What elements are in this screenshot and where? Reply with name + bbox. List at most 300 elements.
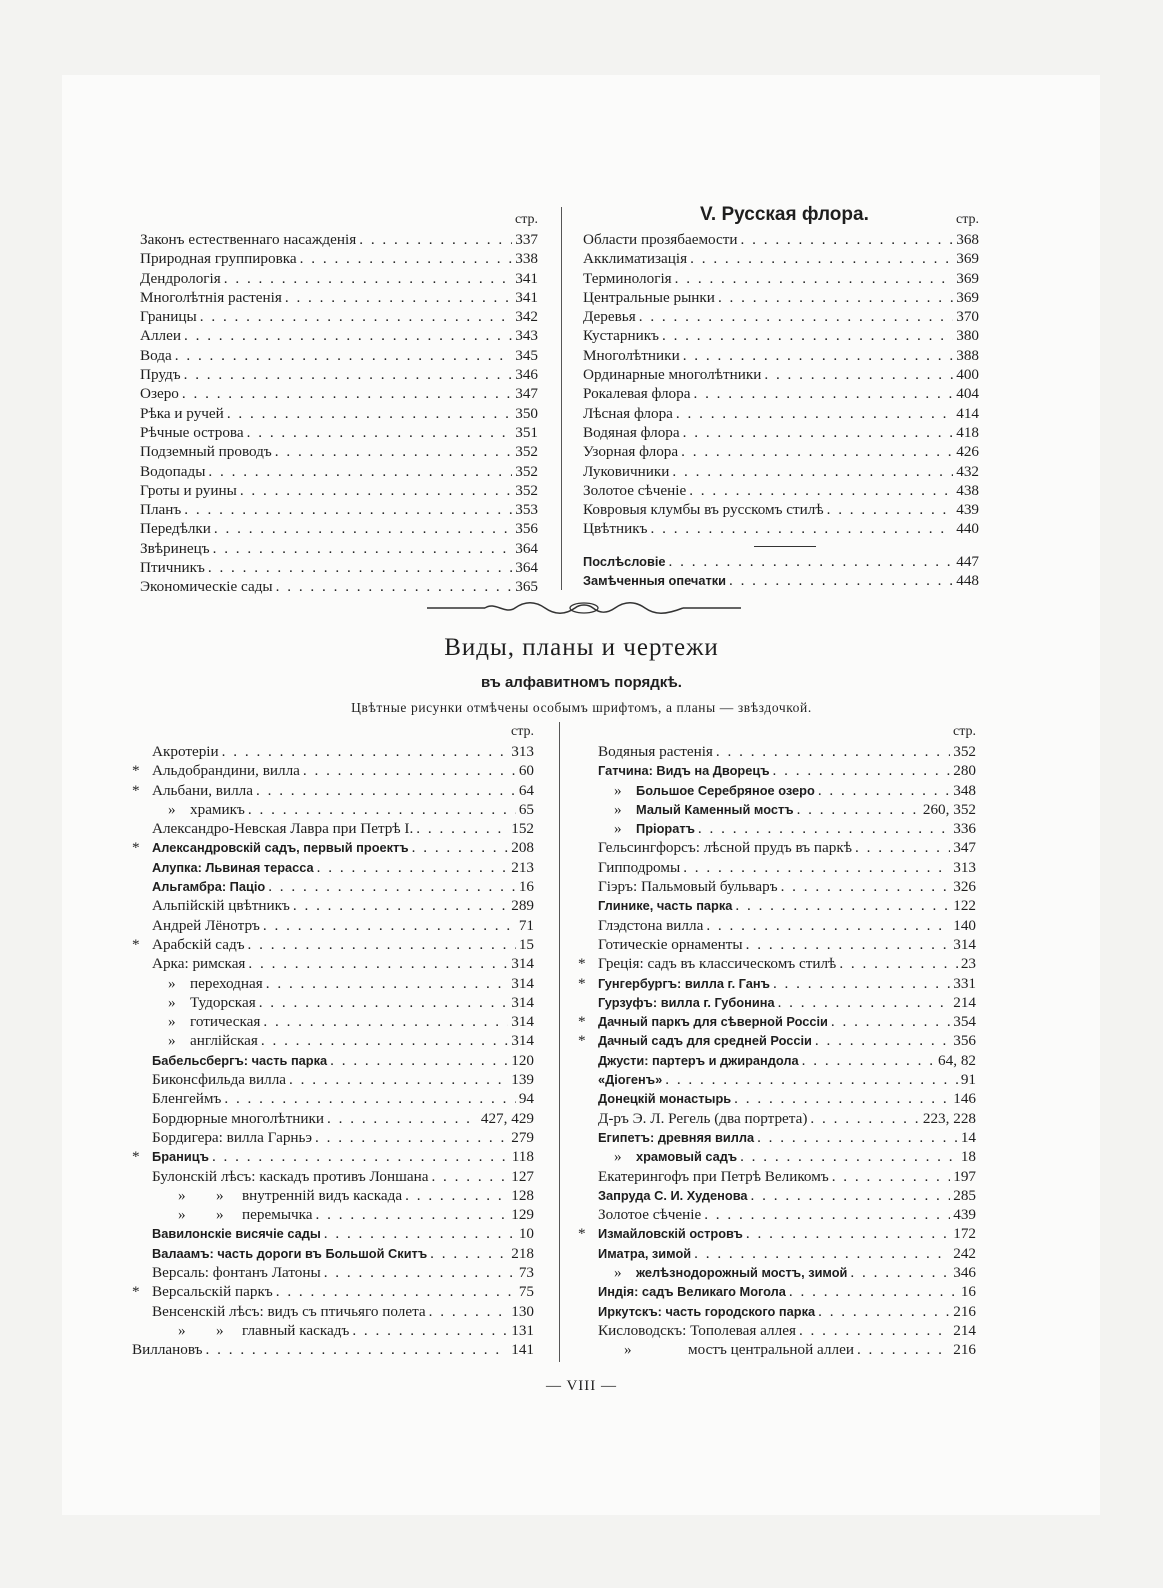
entry-title: Золотое сѣченіе	[583, 481, 687, 499]
toc-entry	[140, 500, 538, 519]
toc-entry	[583, 462, 979, 481]
toc-entry	[578, 819, 976, 838]
dot-leader	[778, 993, 951, 1012]
section-end-rule	[754, 546, 816, 547]
str-header: стр.	[510, 724, 534, 739]
entry-page: 314	[953, 935, 976, 953]
entry-title: Дендрологія	[140, 269, 221, 287]
toc-entry	[132, 1147, 534, 1166]
toc-entry	[140, 481, 538, 500]
toc-entry	[132, 1128, 534, 1147]
entry-title: Браницъ	[152, 1149, 209, 1165]
ditto-mark: »	[168, 800, 176, 818]
entry-title: Многолѣтнія растенія	[140, 288, 282, 306]
entry-title: Биконсфильда вилла	[152, 1071, 287, 1089]
dot-leader	[693, 384, 953, 403]
entry-title: Гунгербургъ: вилла г. Ганъ	[598, 975, 770, 991]
entry-page: 208	[511, 839, 534, 857]
entry-page: 314	[511, 993, 534, 1011]
dot-leader	[227, 404, 512, 423]
dot-leader	[324, 1224, 516, 1243]
entry-title: Булонскій лѣсъ: каскадъ противъ Лоншана	[152, 1167, 429, 1185]
entry-title: Кисловодскъ: Тополевая аллея	[598, 1321, 796, 1339]
entry-page: 71	[518, 916, 534, 934]
toc-entry	[140, 442, 538, 461]
entry-title: Египетъ: древняя вилла	[598, 1129, 755, 1145]
dot-leader	[224, 269, 512, 288]
toc-entry	[140, 288, 538, 307]
entry-page: 364	[515, 539, 538, 557]
toc-entry	[132, 954, 534, 973]
entry-title: Замѣченныя опечатки	[583, 573, 726, 589]
dot-leader	[352, 1321, 508, 1340]
entry-title: Рѣка и ручей	[140, 404, 224, 422]
dot-leader	[698, 819, 950, 838]
entry-title: Подземный проводъ	[140, 443, 272, 461]
entry-page: 338	[515, 250, 538, 268]
dot-leader	[746, 935, 951, 954]
toc-entry	[583, 288, 979, 307]
dot-leader	[734, 1089, 950, 1108]
entry-page: 426	[956, 443, 979, 461]
entry-title: Бордигера: вилла Гарньэ	[152, 1128, 312, 1146]
ornament-divider	[425, 598, 743, 618]
entry-page: 172	[953, 1225, 976, 1243]
entry-title: Ковровыя клумбы въ русскомъ стилѣ	[583, 501, 824, 519]
entry-page: 127	[511, 1167, 534, 1185]
plan-star-marker: *	[132, 1283, 140, 1301]
entry-page: 370	[956, 308, 979, 326]
toc-entry	[132, 896, 534, 915]
entry-page: 197	[953, 1167, 976, 1185]
entry-title: Водяныя растенія	[598, 743, 713, 760]
toc-entry	[132, 761, 534, 780]
entry-title: Греція: садъ въ классическомъ стилѣ	[598, 955, 837, 973]
column-divider-top	[561, 207, 562, 590]
toc-entry	[140, 384, 538, 403]
entry-title: Послѣсловіе	[583, 553, 666, 569]
entry-page: 346	[953, 1264, 976, 1282]
dot-leader	[247, 423, 513, 442]
toc-entry	[132, 742, 534, 761]
entry-title: Кустарникъ	[583, 327, 659, 345]
entry-page: 438	[956, 481, 979, 499]
entry-title: храмовый садъ	[636, 1149, 738, 1165]
dot-leader	[303, 761, 516, 780]
dot-leader	[222, 742, 509, 761]
dot-leader	[285, 288, 512, 307]
dot-leader	[681, 442, 953, 461]
entry-title: перемычка	[242, 1206, 313, 1224]
plan-star-marker: *	[132, 935, 140, 953]
ditto-mark: »	[614, 781, 622, 799]
dot-leader	[746, 1224, 950, 1243]
toc-entry	[583, 307, 979, 326]
entry-page: 352	[953, 743, 976, 760]
toc-entry	[578, 742, 976, 761]
entry-page: 388	[956, 346, 979, 364]
toc-entry	[140, 307, 538, 326]
toc-entry	[132, 858, 534, 877]
entry-title: Законъ естественнаго насажденія	[140, 231, 357, 248]
entry-page: 313	[511, 743, 534, 760]
entry-page: 280	[953, 762, 976, 780]
dot-leader	[669, 552, 954, 571]
entry-title: Екатерингофъ при Петрѣ Великомъ	[598, 1167, 829, 1185]
dot-leader	[741, 230, 954, 249]
dot-leader	[330, 1051, 508, 1070]
dot-leader	[704, 1205, 950, 1224]
toc-entry	[132, 1031, 534, 1050]
toc-entry	[578, 1012, 976, 1031]
entry-title: Центральные рынки	[583, 288, 715, 306]
entry-page: 331	[953, 974, 976, 992]
dot-leader	[781, 877, 951, 896]
entry-title: Области прозябаемости	[583, 231, 738, 248]
toc-entry	[132, 800, 534, 819]
entry-page: 351	[515, 423, 538, 441]
toc-entry	[132, 1186, 534, 1205]
str-header: стр.	[514, 212, 538, 227]
entry-page: 350	[515, 404, 538, 422]
entry-page: 380	[956, 327, 979, 345]
toc-entry	[132, 838, 534, 857]
entry-title: Д-ръ Э. Л. Регель (два портрета)	[598, 1109, 808, 1127]
entry-page: 447	[956, 552, 979, 570]
entry-page: 314	[511, 955, 534, 973]
entry-page: 140	[953, 916, 976, 934]
entry-page: 131	[511, 1321, 534, 1339]
dot-leader	[639, 307, 954, 326]
toc-left-column	[140, 210, 538, 597]
toc-entry	[578, 1167, 976, 1186]
entry-title: главный каскадъ	[242, 1321, 350, 1339]
toc-entry	[578, 1031, 976, 1050]
entry-page: 427, 429	[480, 1109, 534, 1127]
toc-entry	[578, 858, 976, 877]
entry-title: Глинике, часть парка	[598, 898, 733, 914]
plan-star-marker: *	[132, 839, 140, 857]
entry-title: Версальскій паркъ	[152, 1283, 273, 1301]
dot-leader	[839, 954, 958, 973]
illustrations-left-column	[132, 722, 534, 1360]
dot-leader	[740, 1147, 958, 1166]
toc-entry	[583, 326, 979, 345]
dot-leader	[316, 1205, 509, 1224]
entry-title: Границы	[140, 308, 197, 326]
dot-leader	[182, 384, 512, 403]
dot-leader	[716, 742, 950, 761]
dot-leader	[276, 577, 513, 596]
toc-entry	[578, 896, 976, 915]
entry-page: 60	[518, 762, 534, 780]
toc-entry	[578, 993, 976, 1012]
entry-page: 120	[511, 1051, 534, 1069]
entry-title: Венсенскій лѣсъ: видъ съ птичьяго полета	[152, 1302, 426, 1320]
ditto-mark: »	[168, 993, 176, 1011]
dot-leader	[832, 1167, 951, 1186]
toc-entry	[132, 1109, 534, 1128]
dot-leader	[213, 539, 513, 558]
dot-leader	[324, 1263, 516, 1282]
toc-entry	[583, 500, 979, 519]
dot-leader	[729, 571, 953, 590]
entry-page: 146	[953, 1090, 976, 1108]
entry-page: 343	[515, 327, 538, 345]
dot-leader	[416, 819, 508, 838]
entry-page: 353	[515, 501, 538, 519]
toc-entry	[140, 558, 538, 577]
toc-entry	[578, 935, 976, 954]
toc-entry	[132, 877, 534, 896]
toc-entry	[140, 269, 538, 288]
toc-entry	[583, 249, 979, 268]
dot-leader	[212, 1147, 509, 1166]
dot-leader	[675, 269, 954, 288]
toc-entry	[583, 423, 979, 442]
toc-entry	[578, 838, 976, 857]
dot-leader	[831, 1012, 950, 1031]
entry-title: Передѣлки	[140, 520, 211, 538]
dot-leader	[773, 974, 950, 993]
dot-leader	[289, 1070, 508, 1089]
toc-entry	[140, 539, 538, 558]
entry-page: 352	[515, 481, 538, 499]
toc-entry	[578, 761, 976, 780]
dot-leader	[665, 1070, 958, 1089]
toc-entry	[140, 230, 538, 249]
dot-leader	[764, 365, 953, 384]
entry-title: Вавилонскіе висячіе сады	[152, 1226, 321, 1242]
toc-entry	[140, 519, 538, 538]
entry-page: 64	[518, 781, 534, 799]
illustrations-right-column	[578, 722, 976, 1360]
dot-leader	[683, 423, 954, 442]
entry-title: Пріоратъ	[636, 821, 695, 837]
entry-title: Золотое сѣченіе	[598, 1206, 702, 1224]
entry-page: 336	[953, 820, 976, 838]
dot-leader	[184, 365, 513, 384]
entry-title: англійская	[190, 1032, 258, 1050]
dot-leader	[275, 442, 512, 461]
entry-page: 14	[960, 1128, 976, 1146]
dot-leader	[293, 896, 508, 915]
toc-entry	[578, 1109, 976, 1128]
entry-title: внутренній видъ каскада	[242, 1186, 403, 1204]
toc-entry	[132, 1051, 534, 1070]
toc-entry	[132, 1244, 534, 1263]
entry-page: 369	[956, 250, 979, 268]
entry-title: Аллеи	[140, 327, 181, 345]
dot-leader	[810, 1109, 919, 1128]
entry-page: 439	[956, 501, 979, 519]
dot-leader	[662, 326, 953, 345]
entry-page: 91	[960, 1071, 976, 1089]
toc-entry	[583, 404, 979, 423]
entry-page: 369	[956, 269, 979, 287]
dot-leader	[263, 916, 516, 935]
plan-star-marker: *	[132, 762, 140, 780]
entry-title: Валаамъ: часть дороги въ Большой Скитъ	[152, 1245, 428, 1261]
entry-title: Иматра, зимой	[598, 1245, 692, 1261]
dot-leader	[799, 1321, 950, 1340]
toc-entry	[140, 365, 538, 384]
dot-leader	[259, 993, 509, 1012]
toc-entry	[578, 916, 976, 935]
entry-page: 218	[511, 1244, 534, 1262]
entry-title: Альдобрандини, вилла	[152, 762, 300, 780]
toc-entry	[132, 781, 534, 800]
ditto-mark: »	[614, 820, 622, 838]
entry-title: Измайловскій островъ	[598, 1226, 743, 1242]
entry-page: 348	[953, 781, 976, 799]
toc-entry	[132, 819, 534, 838]
entry-title: Александровскій садъ, первый проектъ	[152, 840, 409, 856]
entry-page: 129	[511, 1206, 534, 1224]
dot-leader	[690, 249, 953, 268]
entry-title: Вода	[140, 346, 172, 364]
dot-leader	[175, 346, 512, 365]
entry-page: 369	[956, 288, 979, 306]
plan-star-marker: *	[578, 1013, 586, 1031]
toc-entry	[578, 1070, 976, 1089]
entry-title: готическая	[190, 1013, 261, 1031]
entry-title: Планъ	[140, 501, 182, 519]
entry-page: 118	[511, 1148, 534, 1166]
toc-entry	[578, 1224, 976, 1243]
entry-page: 64, 82	[938, 1051, 976, 1069]
section-v-title: V. Русская флора.	[700, 204, 869, 225]
toc-entry	[578, 1321, 976, 1340]
toc-entry	[132, 974, 534, 993]
dot-leader	[818, 1302, 950, 1321]
toc-entry	[140, 404, 538, 423]
entry-title: Александро-Невская Лавра при Петрѣ I.	[152, 820, 414, 838]
entry-title: Иркутскъ: часть городского парка	[598, 1303, 816, 1319]
dot-leader	[857, 1340, 950, 1359]
dot-leader	[248, 800, 516, 819]
dot-leader	[300, 249, 513, 268]
entry-title: Ординарные многолѣтники	[583, 366, 762, 384]
entry-title: Рокалевая флора	[583, 385, 691, 403]
toc-entry	[583, 571, 979, 590]
dot-leader	[718, 288, 953, 307]
column-divider-bottom	[559, 722, 560, 1362]
dot-leader	[706, 916, 950, 935]
entry-title: Рѣчные острова	[140, 423, 244, 441]
entry-page: 128	[511, 1186, 534, 1204]
ditto-mark: »	[614, 1148, 622, 1166]
entry-title: Бордюрные многолѣтники	[152, 1109, 325, 1127]
dot-leader	[261, 1031, 508, 1050]
entry-page: 16	[518, 878, 534, 896]
entry-page: 313	[953, 858, 976, 876]
dot-leader	[248, 954, 508, 973]
dot-leader	[850, 1263, 950, 1282]
toc-section-v	[583, 210, 979, 590]
entry-title: Акротеріи	[152, 743, 219, 760]
dot-leader	[676, 404, 953, 423]
entry-title: Джусти: партеръ и джирандола	[598, 1052, 799, 1068]
toc-entry	[132, 1012, 534, 1031]
entry-page: 75	[518, 1283, 534, 1301]
dot-leader	[359, 230, 512, 249]
entry-page: 418	[956, 423, 979, 441]
toc-entry	[583, 519, 979, 538]
entry-page: 314	[511, 974, 534, 992]
dot-leader	[815, 1031, 950, 1050]
dot-leader	[208, 558, 512, 577]
toc-entry	[132, 1321, 534, 1340]
plan-star-marker: *	[578, 974, 586, 992]
toc-entry	[578, 1147, 976, 1166]
entry-page: 432	[956, 462, 979, 480]
toc-entry	[140, 423, 538, 442]
toc-entry	[578, 974, 976, 993]
entry-page: 214	[953, 993, 976, 1011]
entry-title: переходная	[190, 974, 263, 992]
entry-title: Дачный садъ для средней Россіи	[598, 1033, 812, 1049]
toc-entry	[140, 249, 538, 268]
ditto-mark: »	[168, 974, 176, 992]
entry-page: 18	[960, 1148, 976, 1166]
entry-page: 448	[956, 572, 979, 590]
entry-title: Алупка: Львиная терасса	[152, 859, 314, 875]
dot-leader	[431, 1167, 508, 1186]
entry-title: Лѣсная флора	[583, 404, 673, 422]
entry-title: Готическіе орнаменты	[598, 935, 743, 953]
entry-page: 260, 352	[922, 800, 976, 818]
dot-leader	[430, 1244, 508, 1263]
dot-leader	[405, 1186, 508, 1205]
ditto-mark: »	[624, 1341, 632, 1359]
toc-entry	[583, 346, 979, 365]
toc-entry	[578, 877, 976, 896]
entry-title: Терминологія	[583, 269, 672, 287]
entry-page: 139	[511, 1071, 534, 1089]
toc-entry	[140, 326, 538, 345]
toc-entry	[578, 800, 976, 819]
toc-entry	[578, 1205, 976, 1224]
entry-title: Донецкій монастырь	[598, 1091, 732, 1107]
entry-page: 347	[515, 385, 538, 403]
dot-leader	[672, 462, 953, 481]
entry-page: 314	[511, 1013, 534, 1031]
entry-title: Альгамбра: Паціо	[152, 879, 266, 895]
entry-page: 352	[515, 462, 538, 480]
entry-title: Природная группировка	[140, 250, 297, 268]
ditto-mark: »	[614, 1264, 622, 1282]
entry-title: Альпійскій цвѣтникъ	[152, 897, 290, 915]
toc-entry	[578, 1186, 976, 1205]
toc-entry	[583, 230, 979, 249]
entry-page: 440	[956, 520, 979, 538]
entry-title: Гурзуфъ: вилла г. Губонина	[598, 994, 775, 1010]
toc-entry	[140, 346, 538, 365]
plan-star-marker: *	[578, 1225, 586, 1243]
entry-page: 15	[518, 935, 534, 953]
entry-page: 73	[518, 1264, 534, 1282]
dot-leader	[818, 781, 950, 800]
toc-entry	[132, 935, 534, 954]
toc-entry	[578, 1340, 976, 1359]
entry-page: 337	[515, 231, 538, 248]
entry-page: 152	[511, 820, 534, 838]
entry-title: Гатчина: Видъ на Дворецъ	[598, 763, 770, 779]
entry-title: Бленгеймъ	[152, 1090, 222, 1108]
entry-page: 356	[515, 520, 538, 538]
entry-page: 141	[511, 1341, 534, 1359]
